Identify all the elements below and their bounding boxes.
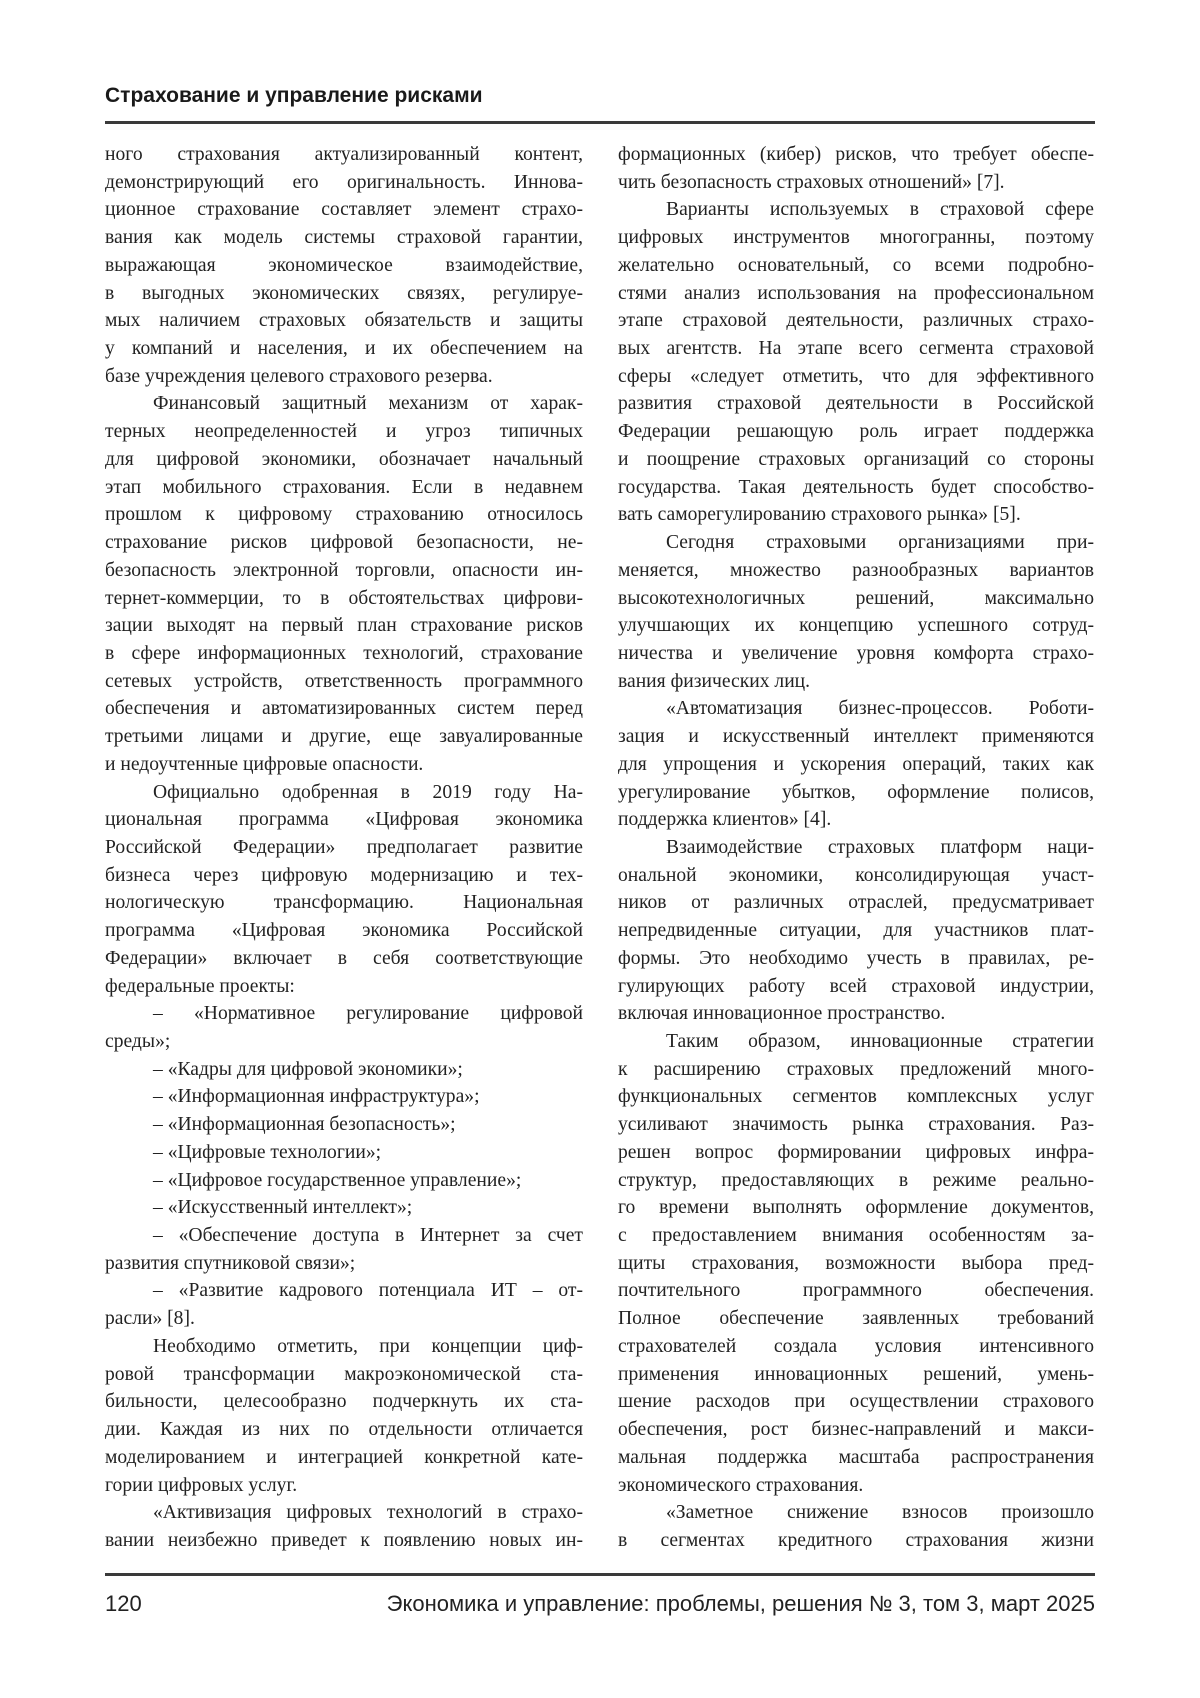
text-line: урегулирование убытков, оформление полисов, [618, 779, 1094, 806]
text-line: бильности, целесообразно подчеркнуть их ста- [105, 1388, 583, 1415]
text-line: «Заметное снижение взносов произошло [618, 1499, 1094, 1526]
text-line: у компаний и населения, и их обеспечением на [105, 335, 583, 362]
text-line: вания физических лиц. [618, 668, 1094, 695]
text-line: гории цифровых услуг. [105, 1472, 583, 1499]
text-line: решен вопрос формировании цифровых инфра- [618, 1139, 1094, 1166]
text-line: применения инновационных решений, умень- [618, 1361, 1094, 1388]
text-line: среды»; [105, 1028, 583, 1055]
text-line: базе учреждения целевого страхового резерва. [105, 363, 583, 390]
text-line: страхователей создала условия интенсивного [618, 1333, 1094, 1360]
text-line: развития спутниковой связи»; [105, 1250, 583, 1277]
text-line: Федерации решающую роль играет поддержка [618, 418, 1094, 445]
text-line: обеспечения и автоматизированных систем перед [105, 695, 583, 722]
text-line: высокотехнологичных решений, максимально [618, 585, 1094, 612]
text-line: щиты страхования, возможности выбора пред- [618, 1250, 1094, 1277]
text-line: Взаимодействие страховых платформ наци- [618, 834, 1094, 861]
text-line: – «Цифровые технологии»; [105, 1139, 583, 1166]
text-line: «Автоматизация бизнес-процессов. Роботи- [618, 695, 1094, 722]
text-line: экономического страхования. [618, 1472, 1094, 1499]
text-line: – «Информационная инфраструктура»; [105, 1083, 583, 1110]
text-line: вых агентств. На этапе всего сегмента страховой [618, 335, 1094, 362]
text-line: с предоставлением внимания особенностям за- [618, 1222, 1094, 1249]
text-line: федеральные проекты: [105, 973, 583, 1000]
text-line: Российской Федерации» предполагает развитие [105, 834, 583, 861]
text-line: шение расходов при осуществлении страхового [618, 1388, 1094, 1415]
text-line: для упрощения и ускорения операций, таких как [618, 751, 1094, 778]
text-line: Необходимо отметить, при концепции циф- [105, 1333, 583, 1360]
text-line: почтительного программного обеспечения. [618, 1277, 1094, 1304]
text-line: выражающая экономическое взаимодействие, [105, 252, 583, 279]
page-number: 120 [105, 1591, 142, 1617]
text-line: моделированием и интеграцией конкретной кате- [105, 1444, 583, 1471]
header-rule [105, 121, 1095, 124]
text-line: ровой трансформации макроэкономической ста- [105, 1361, 583, 1388]
text-line: и поощрение страховых организаций со стороны [618, 446, 1094, 473]
text-line: усиливают значимость рынка страхования. Раз- [618, 1111, 1094, 1138]
text-line: – «Информационная безопасность»; [105, 1111, 583, 1138]
text-line: – «Нормативное регулирование цифровой [105, 1000, 583, 1027]
text-line: – «Цифровое государственное управление»; [105, 1167, 583, 1194]
text-line: для цифровой экономики, обозначает начальный [105, 446, 583, 473]
text-line: го времени выполнять оформление документов, [618, 1194, 1094, 1221]
text-line: Варианты используемых в страховой сфере [618, 196, 1094, 223]
text-line: безопасность электронной торговли, опасности ин- [105, 557, 583, 584]
text-line: к расширению страховых предложений много- [618, 1056, 1094, 1083]
text-line: расли» [8]. [105, 1305, 583, 1332]
text-line: сферы «следует отметить, что для эффективного [618, 363, 1094, 390]
text-line: непредвиденные ситуации, для участников плат- [618, 917, 1094, 944]
text-line: вании неизбежно приведет к появлению новых ин- [105, 1527, 583, 1554]
text-line: поддержка клиентов» [4]. [618, 806, 1094, 833]
text-line: меняется, множество разнообразных вариантов [618, 557, 1094, 584]
text-line: сетевых устройств, ответственность программного [105, 668, 583, 695]
text-line: циональная программа «Цифровая экономика [105, 806, 583, 833]
text-line: ного страхования актуализированный контент, [105, 141, 583, 168]
text-line: терных неопределенностей и угроз типичных [105, 418, 583, 445]
text-line: ников от различных отраслей, предусматривает [618, 889, 1094, 916]
text-line: Таким образом, инновационные стратегии [618, 1028, 1094, 1055]
text-column-left [105, 141, 583, 1554]
text-line: в выгодных экономических связях, регулируе- [105, 280, 583, 307]
text-line: третьими лицами и другие, еще завуалированные [105, 723, 583, 750]
text-line: «Активизация цифровых технологий в страхо- [105, 1499, 583, 1526]
text-line: этапе страховой деятельности, различных страхо- [618, 307, 1094, 334]
text-line: государства. Такая деятельность будет способство- [618, 474, 1094, 501]
text-column-right [618, 141, 1094, 1554]
text-line: Сегодня страховыми организациями при- [618, 529, 1094, 556]
text-line: Федерации» включает в себя соответствующие [105, 945, 583, 972]
text-line: Официально одобренная в 2019 году На- [105, 779, 583, 806]
journal-title: Экономика и управление: проблемы, решения № 3, том 3, март 2025 [387, 1591, 1095, 1617]
text-line: вания как модель системы страховой гарантии, [105, 224, 583, 251]
text-line: цифровых инструментов многогранны, поэтому [618, 224, 1094, 251]
text-line: в сегментах кредитного страхования жизни [618, 1527, 1094, 1554]
text-line: включая инновационное пространство. [618, 1000, 1094, 1027]
text-line: ничества и увеличение уровня комфорта страхо- [618, 640, 1094, 667]
text-line: этап мобильного страхования. Если в недавнем [105, 474, 583, 501]
text-line: – «Кадры для цифровой экономики»; [105, 1056, 583, 1083]
text-line: ональной экономики, консолидирующая участ- [618, 862, 1094, 889]
text-line: зации выходят на первый план страхование рисков [105, 612, 583, 639]
text-line: демонстрирующий его оригинальность. Иннова- [105, 169, 583, 196]
text-line: мальная поддержка масштаба распространения [618, 1444, 1094, 1471]
text-line: функциональных сегментов комплексных услуг [618, 1083, 1094, 1110]
text-line: – «Искусственный интеллект»; [105, 1194, 583, 1221]
text-line: формы. Это необходимо учесть в правилах, ре- [618, 945, 1094, 972]
text-line: ционное страхование составляет элемент страхо- [105, 196, 583, 223]
text-line: улучшающих их концепцию успешного сотруд- [618, 612, 1094, 639]
text-line: прошлом к цифровому страхованию относилось [105, 501, 583, 528]
text-line: зация и искусственный интеллект применяются [618, 723, 1094, 750]
text-line: гулирующих работу всей страховой индустрии, [618, 973, 1094, 1000]
text-line: страхование рисков цифровой безопасности, не- [105, 529, 583, 556]
text-line: программа «Цифровая экономика Российской [105, 917, 583, 944]
text-line: тернет-коммерции, то в обстоятельствах цифрови- [105, 585, 583, 612]
text-line: желательно основательный, со всеми подробно- [618, 252, 1094, 279]
text-line: Полное обеспечение заявленных требований [618, 1305, 1094, 1332]
text-line: обеспечения, рост бизнес-направлений и макси- [618, 1416, 1094, 1443]
text-line: Финансовый защитный механизм от харак- [105, 390, 583, 417]
text-line: и недоучтенные цифровые опасности. [105, 751, 583, 778]
text-line: дии. Каждая из них по отдельности отличается [105, 1416, 583, 1443]
text-line: в сфере информационных технологий, страхование [105, 640, 583, 667]
text-line: нологическую трансформацию. Национальная [105, 889, 583, 916]
text-line: мых наличием страховых обязательств и защиты [105, 307, 583, 334]
text-line: чить безопасность страховых отношений» [7]. [618, 169, 1094, 196]
text-line: вать саморегулированию страхового рынка» [5]. [618, 501, 1094, 528]
running-head: Страхование и управление рисками [105, 84, 483, 108]
text-line: стями анализ использования на профессиональном [618, 280, 1094, 307]
text-line: – «Развитие кадрового потенциала ИТ – от- [105, 1277, 583, 1304]
text-line: – «Обеспечение доступа в Интернет за счет [105, 1222, 583, 1249]
text-line: бизнеса через цифровую модернизацию и тех- [105, 862, 583, 889]
text-line: развития страховой деятельности в Российской [618, 390, 1094, 417]
footer-rule [105, 1573, 1095, 1576]
text-line: формационных (кибер) рисков, что требует обеспе- [618, 141, 1094, 168]
text-line: структур, предоставляющих в режиме реально- [618, 1167, 1094, 1194]
